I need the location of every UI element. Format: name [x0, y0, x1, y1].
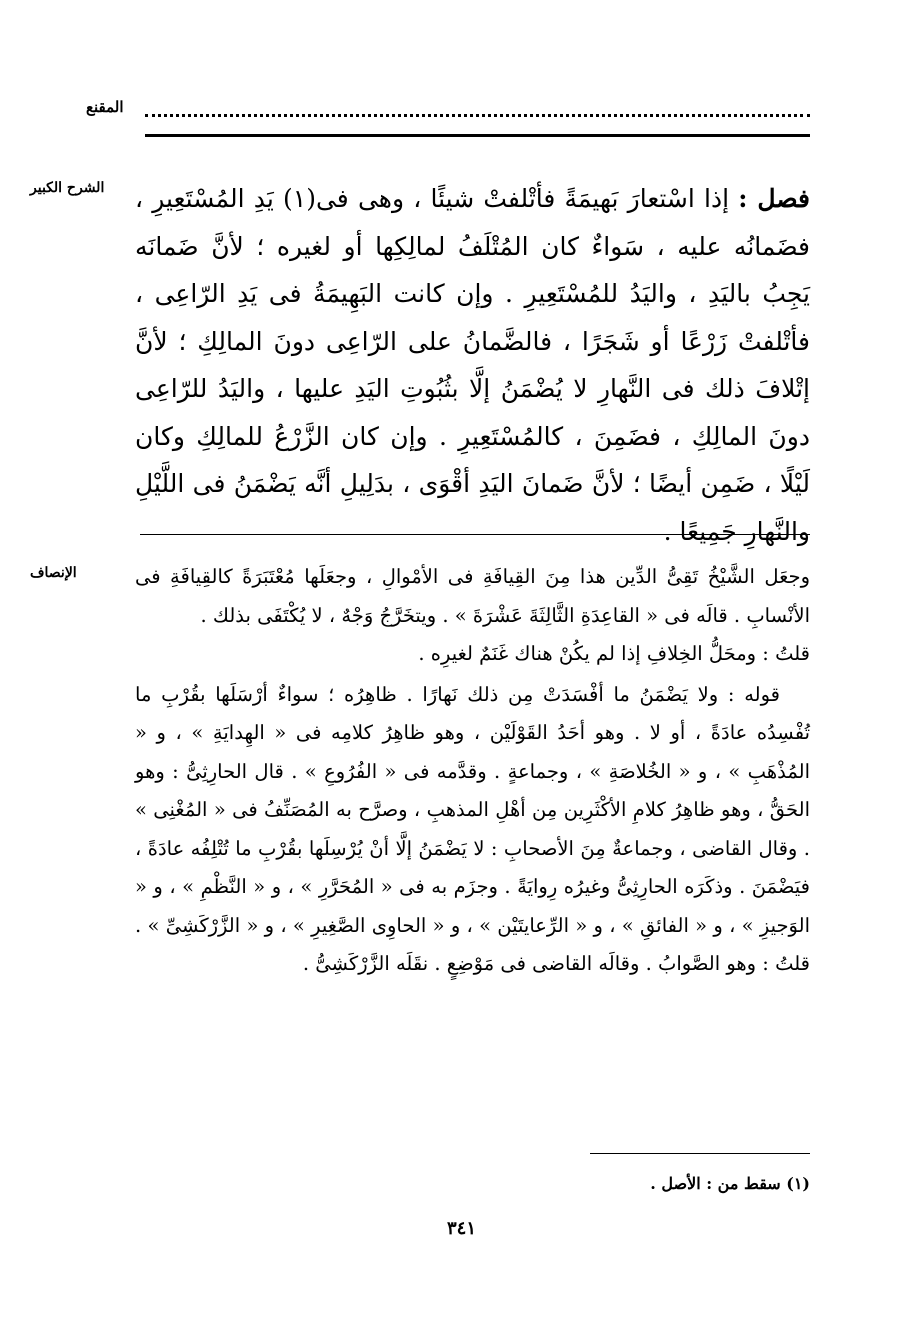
section-divider	[140, 534, 810, 535]
header-dotted-line	[145, 114, 810, 117]
footnote-rule	[590, 1153, 810, 1154]
insaf-paragraph: وجعَل الشَّيْخُ تَقِىُّ الدِّين هذا مِنَ القِيافَةِ فى الأمْوالِ ، وجعَلَها مُعْتَبَرَةً كالقِيافَةِ فى الأنْسابِ . قالَه فى « القاعِدَةِ الثَّالِثَةَ عَشْرَةَ » . ويتخَرَّجُ وَجْهٌ ، لا يُكْتَفَى بذلك .	[135, 565, 810, 627]
side-label-insaf: الإنصاف	[30, 565, 77, 581]
insaf-paragraph: قلتُ : ومحَلُّ الخِلافِ إذا لم يكُنْ هناك غَنَمٌ لغيرِه .	[418, 642, 810, 665]
commentary-section	[135, 175, 810, 555]
section-heading: فصل :	[738, 184, 810, 213]
footnote: (١) سقط من : الأصل .	[650, 1174, 810, 1193]
running-header-title: المقنع	[86, 98, 124, 116]
side-label-commentary: الشرح الكبير	[30, 180, 105, 196]
commentary-text: إذا اسْتعارَ بَهيمَةً فأتْلفتْ شيئًا ، وهى فى(١) يَدِ المُسْتَعِيرِ ، فضَمانُه عليه ، سَواءٌ كان المُتْلَفُ لمالِكِها أو لغيره ؛ لأنَّ ضَمانَه يَجِبُ باليَدِ ، واليَدُ للمُسْتَعِيرِ . وإن كانت البَهِيمَةُ فى يَدِ الرّاعِى ، فأتْلفتْ زَرْعًا أو شَجَرًا ، فالضَّمانُ على الرّاعِى دونَ المالِكِ ؛ لأنَّ إتْلافَ ذلك فى النَّهارِ لا يُضْمَنُ إلَّا بثُبُوتِ اليَدِ عليها ، واليَدُ للرّاعِى دونَ المالِكِ ، فضَمِنَ ، كالمُسْتَعِيرِ . وإن كان الزَّرْعُ للمالِكِ وكان لَيْلًا ، ضَمِن أيضًا ؛ لأنَّ ضَمانَ اليَدِ أقْوَى ، بدَلِيلِ أنَّه يَضْمَنُ فى اللَّيْلِ والنَّهارِ جَمِيعًا .	[135, 184, 811, 546]
header-rule	[145, 134, 810, 137]
insaf-section	[135, 558, 810, 984]
page-number: ٣٤١	[446, 1218, 476, 1239]
insaf-paragraph: قوله : ولا يَضْمَنُ ما أفْسَدَتْ مِن ذلك نَهارًا . ظاهِرُه ؛ سواءٌ أرْسَلَها بقُرْبِ ما تُفْسِدُه عادَةً ، أو لا . وهو أحَدُ القَوْلَيْن ، وهو ظاهِرُ كلامِه فى « الهِدايَةِ » ، و « المُذْهَبِ » ، و « الخُلاصَةِ » ، وجماعةٍ . وقدَّمه فى « الفُرُوعِ » . قال الحارِثِىُّ : وهو الحَقُّ ، وهو ظاهِرُ كلامِ الأكْثَرِين مِن أهْلِ المذهبِ ، وصرَّح به المُصَنِّفُ فى « المُغْنِى » . وقال القاضى ، وجماعةٌ مِنَ الأصحابِ : لا يَضْمَنُ إلَّا أنْ يُرْسِلَها بقُرْبِ ما تُتْلِفُه عادَةً ، فيَضْمَنَ . وذكَرَه الحارِثِىُّ وغيرُه رِوايَةً . وجزَم به فى « المُحَرَّرِ » ، و « النَّظْمِ » ، و « الوَجيزِ » ، و « الفائقِ » ، و « الرِّعايتَيْن » ، و « الحاوِى الصَّغِيرِ » ، و « الزَّرْكَشِىِّ » . قلتُ : وهو الصَّوابُ . وقالَه القاضى فى مَوْضِعٍ . نقَلَه الزَّرْكَشِىُّ .	[135, 682, 810, 975]
